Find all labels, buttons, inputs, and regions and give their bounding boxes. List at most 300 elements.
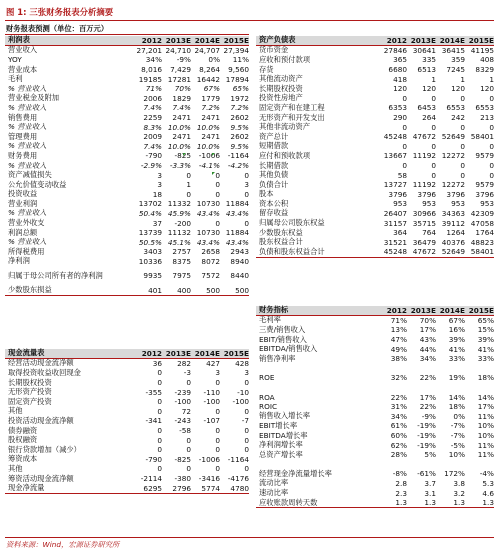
row-label: 营业外收支 (8, 218, 45, 228)
cell-value: 0 (402, 141, 407, 151)
cell-value: -239 (174, 387, 191, 397)
cell-value: 16% (448, 325, 465, 335)
cell-value: 1.3 (395, 498, 407, 508)
comment-marker-icon (183, 153, 186, 156)
table-row (5, 426, 249, 436)
cell-value: 7975 (172, 271, 191, 281)
cell-value: 0 (460, 93, 465, 103)
cell-value: 6453 (417, 103, 436, 113)
table-row (5, 416, 249, 426)
cell-value: 0 (431, 93, 436, 103)
cell-value: 8375 (172, 256, 191, 266)
cell-value: 2009 (143, 132, 162, 142)
cell-value: 17281 (167, 74, 191, 84)
table-row (256, 209, 494, 219)
cell-value: 7.2% (201, 103, 220, 113)
row-label: 净利润增长率 (259, 440, 303, 450)
cell-value: 48823 (470, 237, 494, 247)
row-label: 投资收益 (8, 189, 38, 199)
cell-value: 2006 (143, 93, 162, 103)
cell-value: 3.2 (453, 488, 465, 498)
cell-value: 242 (451, 113, 465, 123)
table-row (5, 464, 249, 474)
cell-value: 0 (244, 189, 249, 199)
cell-value: 11192 (412, 180, 436, 190)
row-label: % 营业收入 (8, 122, 47, 132)
cell-value: 953 (422, 199, 436, 209)
balance-sheet-table (256, 36, 494, 258)
cell-value: 400 (177, 285, 191, 295)
table-row (256, 151, 494, 161)
table-row (5, 161, 249, 171)
cell-value: 0 (215, 378, 220, 388)
cell-value: 11884 (225, 199, 249, 209)
cell-value: 24,707 (194, 45, 220, 55)
cell-value: 37 (152, 218, 162, 228)
table-row (256, 74, 494, 84)
table-row (256, 46, 494, 56)
row-label: 管理费用 (8, 131, 38, 141)
cell-value: 31157 (383, 218, 407, 228)
cell-value: 1.3 (453, 498, 465, 508)
cell-value: 36 (152, 358, 162, 368)
cell-value: 61% (390, 421, 407, 431)
table-row (256, 161, 494, 171)
cell-value: 71% (145, 84, 162, 94)
cell-value: -200 (174, 218, 191, 228)
header-year: 2015E (223, 35, 249, 45)
cell-value: 41% (477, 344, 494, 354)
table-row (5, 266, 249, 285)
cell-value: 7572 (201, 271, 220, 281)
cell-value: 5774 (201, 483, 220, 493)
row-label: 固定资产和在建工程 (259, 102, 325, 112)
cell-value: 44% (419, 344, 436, 354)
header-year: 2015E (468, 35, 494, 45)
table-row (5, 113, 249, 123)
row-label: 股权融资 (8, 435, 38, 445)
cell-value: 1 (186, 180, 191, 190)
cell-value: 6353 (388, 103, 407, 113)
row-label: 公允价值变动收益 (8, 179, 67, 189)
cell-value: 0 (402, 161, 407, 171)
cell-value: 0 (157, 368, 162, 378)
cell-value: 13702 (138, 199, 162, 209)
row-label: 短期借款 (259, 141, 289, 151)
cell-value: 0 (157, 426, 162, 436)
cell-value: 1972 (230, 93, 249, 103)
cell-value: 2.8 (395, 478, 407, 488)
table-row (5, 397, 249, 407)
cell-value: 28% (390, 450, 407, 460)
cell-value: 2658 (201, 247, 220, 257)
table-row (5, 84, 249, 94)
cell-value: 0 (215, 406, 220, 416)
row-label: 投资性房地产 (259, 93, 303, 103)
cell-value: 0 (489, 122, 494, 132)
row-label: 净利润 (8, 256, 30, 266)
cell-value: 0 (157, 445, 162, 455)
cell-value: 71% (390, 315, 407, 325)
cell-value: -7 (241, 416, 249, 426)
row-label: 归属母公司股东权益 (259, 218, 325, 228)
row-label: 无形资产和开发支出 (259, 112, 325, 122)
cell-value: 43.4% (196, 208, 220, 218)
cell-value: 3.8 (453, 478, 465, 488)
cell-value: 22% (390, 392, 407, 402)
table-row (256, 122, 494, 132)
cell-value: 6553 (446, 103, 465, 113)
table-row (256, 316, 494, 326)
cell-value: 1 (460, 74, 465, 84)
row-label: % 营业收入 (8, 83, 47, 93)
cell-value: 290 (393, 113, 407, 123)
cell-value: 3796 (446, 189, 465, 199)
cell-value: 2259 (143, 113, 162, 123)
cell-value: 14% (477, 392, 494, 402)
table-row (256, 392, 494, 402)
cell-value: -1164 (227, 151, 249, 161)
table-row (5, 74, 249, 84)
table-row (5, 378, 249, 388)
cell-value: 10% (448, 450, 465, 460)
table-row (256, 84, 494, 94)
cell-value: 0 (244, 435, 249, 445)
cell-value: 58401 (470, 132, 494, 142)
cell-value: 11132 (167, 228, 191, 238)
cell-value: 11% (477, 440, 494, 450)
cell-value: 7245 (446, 65, 465, 75)
row-label: % 营业收入 (8, 208, 47, 218)
cell-value: 6553 (475, 103, 494, 113)
cell-value: 49% (390, 344, 407, 354)
row-label: 股本 (259, 189, 274, 199)
row-label: 其他 (8, 406, 23, 416)
cell-value: 72 (181, 406, 191, 416)
cell-value: 2471 (201, 132, 220, 142)
cell-value: 4780 (230, 483, 249, 493)
cell-value: 0 (489, 170, 494, 180)
cell-value: -9% (421, 411, 436, 421)
row-label: 负债和股东权益合计 (259, 246, 325, 256)
cell-value: -4.2% (227, 161, 249, 171)
table-row (256, 354, 494, 364)
row-label: 少数股东损益 (8, 285, 52, 295)
cell-value: -19% (417, 431, 436, 441)
cell-value: 0 (215, 180, 220, 190)
cell-value: 3796 (417, 189, 436, 199)
table-row (5, 190, 249, 200)
cell-value: 41% (448, 344, 465, 354)
cell-value: 213 (480, 113, 494, 123)
cell-value: 16442 (196, 74, 220, 84)
cell-value: -100 (174, 397, 191, 407)
header-title: 现金流量表 (8, 348, 45, 358)
table-row (5, 435, 249, 445)
header-title: 利润表 (8, 35, 30, 45)
row-label: ROIC (259, 402, 278, 412)
cell-value: 428 (235, 358, 249, 368)
cell-value: 0 (489, 93, 494, 103)
cell-value: 0 (402, 122, 407, 132)
cell-value: -2.9% (140, 161, 162, 171)
row-label: % 营业收入 (8, 141, 47, 151)
cell-value: -110 (203, 387, 220, 397)
cell-value: 953 (480, 199, 494, 209)
cell-value: 364 (393, 228, 407, 238)
row-label: EBITDA增长率 (259, 430, 308, 440)
cell-value: -1164 (227, 454, 249, 464)
cell-value: 13% (390, 325, 407, 335)
cell-value: 33% (448, 354, 465, 364)
cell-value: 34% (390, 411, 407, 421)
row-label: 长期股权投资 (259, 83, 303, 93)
cell-value: 7.4% (143, 103, 162, 113)
cell-value: 47672 (412, 132, 436, 142)
cell-value: 14% (448, 392, 465, 402)
cell-value: 2471 (201, 113, 220, 123)
cell-value: 35715 (412, 218, 436, 228)
table-row (256, 344, 494, 354)
cell-value: 1779 (201, 93, 220, 103)
cell-value: 43% (419, 335, 436, 345)
table-row (256, 479, 494, 489)
row-label: 长期借款 (259, 160, 289, 170)
cell-value: 52649 (441, 247, 465, 257)
row-label: 销售净利率 (259, 353, 296, 363)
cell-value: -1006 (198, 151, 220, 161)
row-label: 少数股东权益 (259, 227, 303, 237)
table-row (5, 455, 249, 465)
cashflow-header-row (5, 349, 249, 359)
cell-value: 7,429 (170, 65, 191, 75)
table-row (256, 180, 494, 190)
table-row (256, 373, 494, 383)
header-year: 2014E (439, 35, 465, 45)
cell-value: 0 (186, 435, 191, 445)
cell-value: 120 (480, 84, 494, 94)
cell-value: 8.3% (143, 122, 162, 132)
cell-value: 5% (424, 450, 436, 460)
cell-value: 18% (448, 402, 465, 412)
comment-marker-icon (212, 153, 215, 156)
cell-value: 500 (235, 285, 249, 295)
cell-value: 120 (451, 84, 465, 94)
row-label: 毛利 (8, 74, 23, 84)
cell-value: 3 (244, 180, 249, 190)
table-row (256, 412, 494, 422)
cell-value: 13739 (138, 228, 162, 238)
cell-value: 10% (477, 431, 494, 441)
cell-value: -3.3% (169, 161, 191, 171)
cell-value: 0 (215, 464, 220, 474)
cell-value: 3796 (475, 189, 494, 199)
cell-value: 500 (206, 285, 220, 295)
cell-value: -3416 (198, 474, 220, 484)
table-row (5, 218, 249, 228)
cell-value: 0 (431, 161, 436, 171)
cell-value: 27,394 (223, 45, 249, 55)
cell-value: 17% (419, 392, 436, 402)
cell-value: -100 (203, 397, 220, 407)
row-label: 速动比率 (259, 488, 289, 498)
cell-value: -5% (450, 440, 465, 450)
cell-value: 0 (186, 464, 191, 474)
header-title: 财务指标 (259, 305, 289, 315)
cell-value: -825 (174, 454, 191, 464)
table-row (256, 190, 494, 200)
table-row (256, 113, 494, 123)
cell-value: 0 (244, 426, 249, 436)
cell-value: 43.4% (225, 237, 249, 247)
header-year: 2014E (439, 305, 465, 315)
cell-value: 0 (186, 189, 191, 199)
row-label: 财务费用 (8, 150, 38, 160)
row-label: % 营业收入 (8, 160, 47, 170)
cell-value: 0% (453, 411, 465, 421)
cell-value: 32% (390, 373, 407, 383)
table-row (256, 237, 494, 247)
cell-value: 41195 (470, 45, 494, 55)
cell-value: 17894 (225, 74, 249, 84)
cell-value: 0 (215, 426, 220, 436)
table-row (5, 65, 249, 75)
cell-value: -58 (179, 426, 191, 436)
cell-value: 0 (186, 378, 191, 388)
cell-value: 0 (431, 170, 436, 180)
cell-value: 58401 (470, 247, 494, 257)
cell-value: 172% (444, 469, 465, 479)
header-year: 2012 (141, 348, 162, 358)
table-row (5, 257, 249, 267)
cell-value: 47058 (470, 218, 494, 228)
table-row (5, 132, 249, 142)
table-row (5, 407, 249, 417)
table-row (256, 65, 494, 75)
cell-value: 418 (393, 74, 407, 84)
cell-value: 8940 (230, 256, 249, 266)
cell-value: 12272 (441, 151, 465, 161)
row-label: 应收和预付款项 (259, 54, 311, 64)
cell-value: 120 (422, 84, 436, 94)
cell-value: 27,201 (136, 45, 162, 55)
cell-value: 282 (177, 358, 191, 368)
table-row (256, 247, 494, 257)
cell-value: 67% (203, 84, 220, 94)
row-label: 无形资产投资 (8, 387, 52, 397)
row-label: 负债合计 (259, 179, 289, 189)
cell-value: 0 (431, 141, 436, 151)
cell-value: 40376 (441, 237, 465, 247)
cell-value: 10.0% (196, 122, 220, 132)
cell-value: 42309 (470, 208, 494, 218)
row-label: 应付和预收款项 (259, 150, 311, 160)
row-label: 营业税金及附加 (8, 93, 60, 103)
cell-value: -107 (203, 416, 220, 426)
cell-value: 0 (402, 93, 407, 103)
cell-value: 3 (215, 368, 220, 378)
cell-value: 43.4% (225, 208, 249, 218)
cell-value: 1764 (475, 228, 494, 238)
cell-value: 7.4% (172, 103, 191, 113)
cell-value: 0 (215, 435, 220, 445)
cell-value: 4.6 (482, 488, 494, 498)
header-year: 2013E (410, 305, 436, 315)
cell-value: 8,016 (141, 65, 162, 75)
row-label: 存货 (259, 64, 274, 74)
table-row (5, 122, 249, 132)
table-row (256, 498, 494, 508)
cell-value: 70% (419, 315, 436, 325)
cell-value: 50.5% (138, 237, 162, 247)
financial-ratios-table (256, 306, 494, 508)
cell-value: -355 (145, 387, 162, 397)
row-label: EBITDA/销售收入 (259, 344, 318, 354)
cell-value: 17% (477, 402, 494, 412)
cell-value: 22% (419, 402, 436, 412)
table-row (5, 359, 249, 369)
table-row (5, 180, 249, 190)
cell-value: 34% (419, 354, 436, 364)
cell-value: 10336 (138, 256, 162, 266)
row-label: 营业成本 (8, 64, 38, 74)
table-row (5, 368, 249, 378)
cell-value: -10 (237, 387, 249, 397)
cell-value: 10.0% (196, 141, 220, 151)
cell-value: 24,710 (165, 45, 191, 55)
cell-value: 1.3 (482, 498, 494, 508)
cell-value: 60% (390, 431, 407, 441)
cell-value: 11% (232, 55, 249, 65)
cell-value: 1 (489, 74, 494, 84)
cell-value: 2602 (230, 132, 249, 142)
table-row (256, 383, 494, 393)
cell-value: 5.3 (482, 478, 494, 488)
cell-value: 0 (157, 378, 162, 388)
cell-value: 0 (215, 170, 220, 180)
cell-value: 36479 (412, 237, 436, 247)
cell-value: 19% (448, 373, 465, 383)
cell-value: 65% (477, 315, 494, 325)
cell-value: 8329 (475, 65, 494, 75)
cell-value: 3.7 (424, 478, 436, 488)
cell-value: -7% (450, 431, 465, 441)
cell-value: 0 (489, 161, 494, 171)
cell-value: 34% (145, 55, 162, 65)
cell-value: 1.3 (424, 498, 436, 508)
cell-value: 8072 (201, 256, 220, 266)
cell-value: 427 (206, 358, 220, 368)
row-label: 投资活动现金流净额 (8, 415, 74, 425)
table-row (256, 325, 494, 335)
header-year: 2015E (468, 305, 494, 315)
cell-value: 0 (244, 170, 249, 180)
cell-value: 7.4% (143, 141, 162, 151)
cell-value: 2943 (230, 247, 249, 257)
cell-value: 36415 (441, 45, 465, 55)
row-label: 银行贷款增加（减少） (8, 444, 81, 454)
header-title: 资产负债表 (259, 35, 296, 45)
cell-value: 18 (152, 189, 162, 199)
row-label: 资产减值损失 (8, 170, 52, 180)
cell-value: 1829 (172, 93, 191, 103)
cell-value: -790 (145, 454, 162, 464)
row-label: 其他流动资产 (259, 74, 303, 84)
cell-value: -7% (450, 421, 465, 431)
header-year: 2013E (165, 35, 191, 45)
header-year: 2012 (386, 35, 407, 45)
row-label: ROE (259, 373, 275, 383)
